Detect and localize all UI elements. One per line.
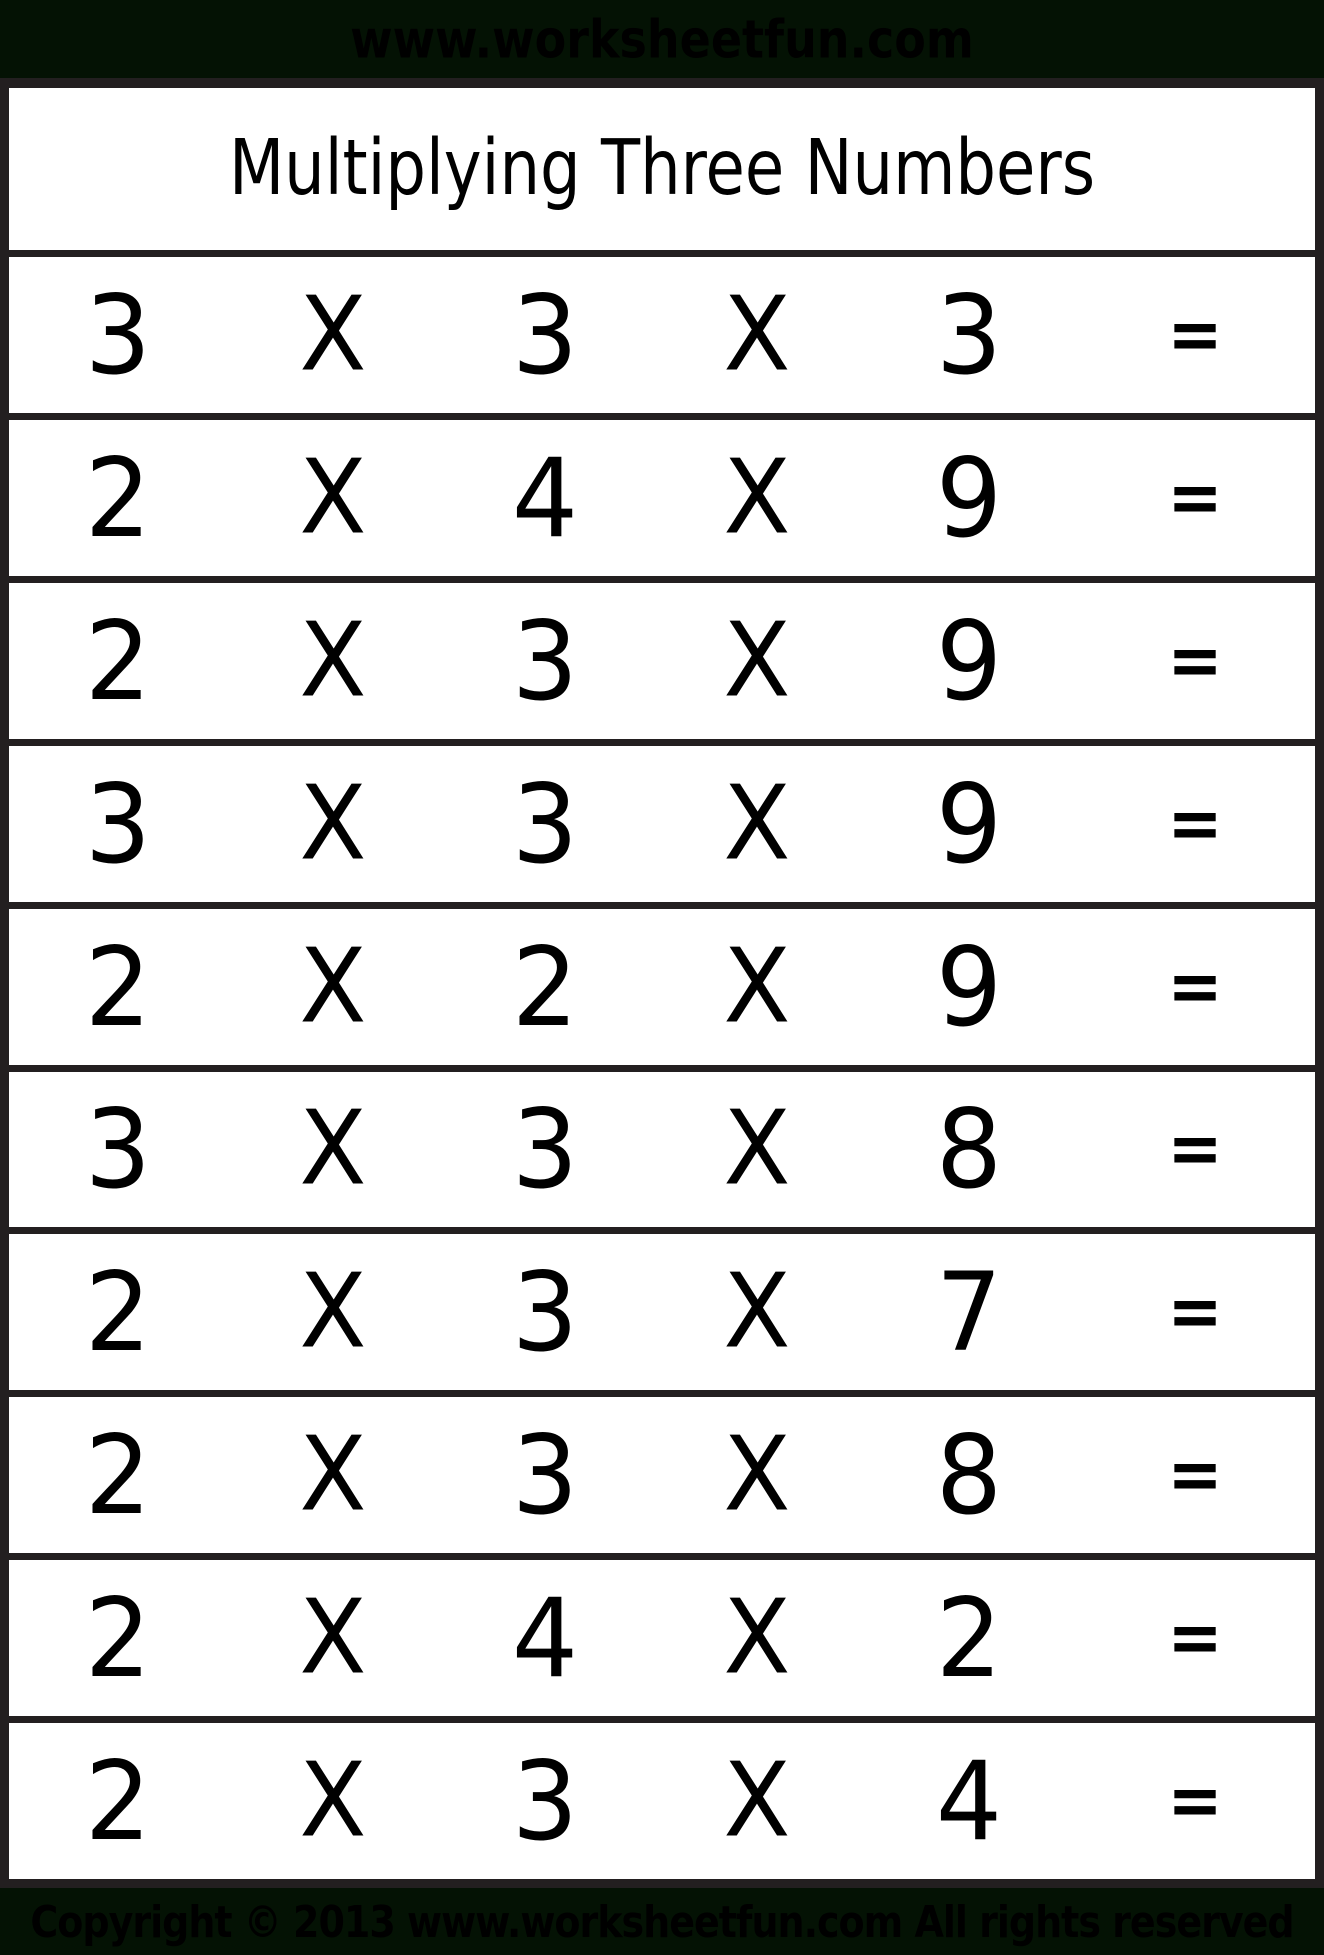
equals-sign: =	[1167, 943, 1223, 1029]
multiply-sign: X	[299, 600, 367, 721]
factor-2: 3	[511, 270, 579, 400]
factor-3: 8	[935, 1411, 1003, 1540]
multiply-sign: X	[723, 1252, 791, 1373]
factor-1: 2	[84, 922, 152, 1051]
equals-sign: =	[1167, 1106, 1223, 1192]
multiply-sign: X	[299, 1252, 367, 1373]
multiply-sign: X	[299, 926, 367, 1047]
factor-1: 3	[84, 1085, 152, 1214]
factor-3: 2	[935, 1574, 1003, 1703]
equals-sign: =	[1167, 780, 1223, 866]
multiply-sign: X	[299, 1578, 367, 1699]
multiply-sign: X	[299, 763, 367, 884]
factor-2: 4	[511, 1574, 579, 1703]
factor-1: 2	[84, 1248, 152, 1377]
equals-sign: =	[1167, 454, 1223, 540]
problem-row-1	[9, 257, 1315, 420]
site-url-text: www.worksheetfun.com	[350, 7, 974, 71]
problem-row-6	[9, 1072, 1315, 1235]
factor-3: 9	[935, 922, 1003, 1051]
factor-2: 3	[511, 596, 579, 725]
factor-2: 4	[511, 433, 579, 562]
factor-3: 4	[935, 1737, 1003, 1866]
bottom-banner	[0, 1888, 1324, 1955]
factor-1: 2	[84, 433, 152, 562]
multiply-sign: X	[299, 275, 367, 395]
factor-2: 2	[511, 922, 579, 1051]
copyright-text: Copyright © 2013 www.worksheetfun.com All rights reserved	[30, 1896, 1294, 1947]
factor-3: 9	[935, 433, 1003, 562]
multiply-sign: X	[299, 438, 367, 558]
equals-sign: =	[1167, 1269, 1223, 1355]
factor-3: 3	[935, 270, 1003, 400]
equals-sign: =	[1167, 292, 1223, 377]
factor-3: 9	[935, 596, 1003, 725]
factor-3: 8	[935, 1085, 1003, 1214]
equals-sign: =	[1167, 1432, 1223, 1518]
factor-1: 2	[84, 1411, 152, 1540]
multiply-sign: X	[723, 763, 791, 884]
multiply-sign: X	[299, 1415, 367, 1536]
equals-sign: =	[1167, 617, 1223, 703]
worksheet-title: Multiplying Three Numbers	[228, 124, 1096, 214]
factor-2: 3	[511, 1411, 579, 1540]
multiply-sign: X	[723, 600, 791, 721]
multiply-sign: X	[723, 1415, 791, 1536]
factor-2: 3	[511, 1737, 579, 1866]
problem-row-9	[9, 1560, 1315, 1723]
factor-1: 3	[84, 270, 152, 400]
problem-row-5	[9, 909, 1315, 1072]
problem-row-10	[9, 1723, 1315, 1879]
multiply-sign: X	[723, 275, 791, 395]
equals-sign: =	[1167, 1758, 1223, 1843]
multiply-sign: X	[723, 1741, 791, 1861]
multiply-sign: X	[723, 926, 791, 1047]
multiply-sign: X	[299, 1741, 367, 1861]
multiply-sign: X	[723, 1089, 791, 1210]
factor-1: 3	[84, 759, 152, 888]
problem-row-2	[9, 420, 1315, 583]
equals-sign: =	[1167, 1595, 1223, 1681]
factor-2: 3	[511, 1085, 579, 1214]
problem-row-7	[9, 1234, 1315, 1397]
factor-1: 2	[84, 1737, 152, 1866]
top-banner	[0, 0, 1324, 78]
multiply-sign: X	[723, 438, 791, 558]
factor-3: 7	[935, 1248, 1003, 1377]
title-row	[9, 88, 1315, 257]
problem-row-3	[9, 583, 1315, 746]
factor-1: 2	[84, 596, 152, 725]
factor-1: 2	[84, 1574, 152, 1703]
multiply-sign: X	[299, 1089, 367, 1210]
problem-row-4	[9, 746, 1315, 909]
factor-2: 3	[511, 759, 579, 888]
multiply-sign: X	[723, 1578, 791, 1699]
factor-2: 3	[511, 1248, 579, 1377]
factor-3: 9	[935, 759, 1003, 888]
problem-row-8	[9, 1397, 1315, 1560]
worksheet-frame	[0, 78, 1324, 1888]
